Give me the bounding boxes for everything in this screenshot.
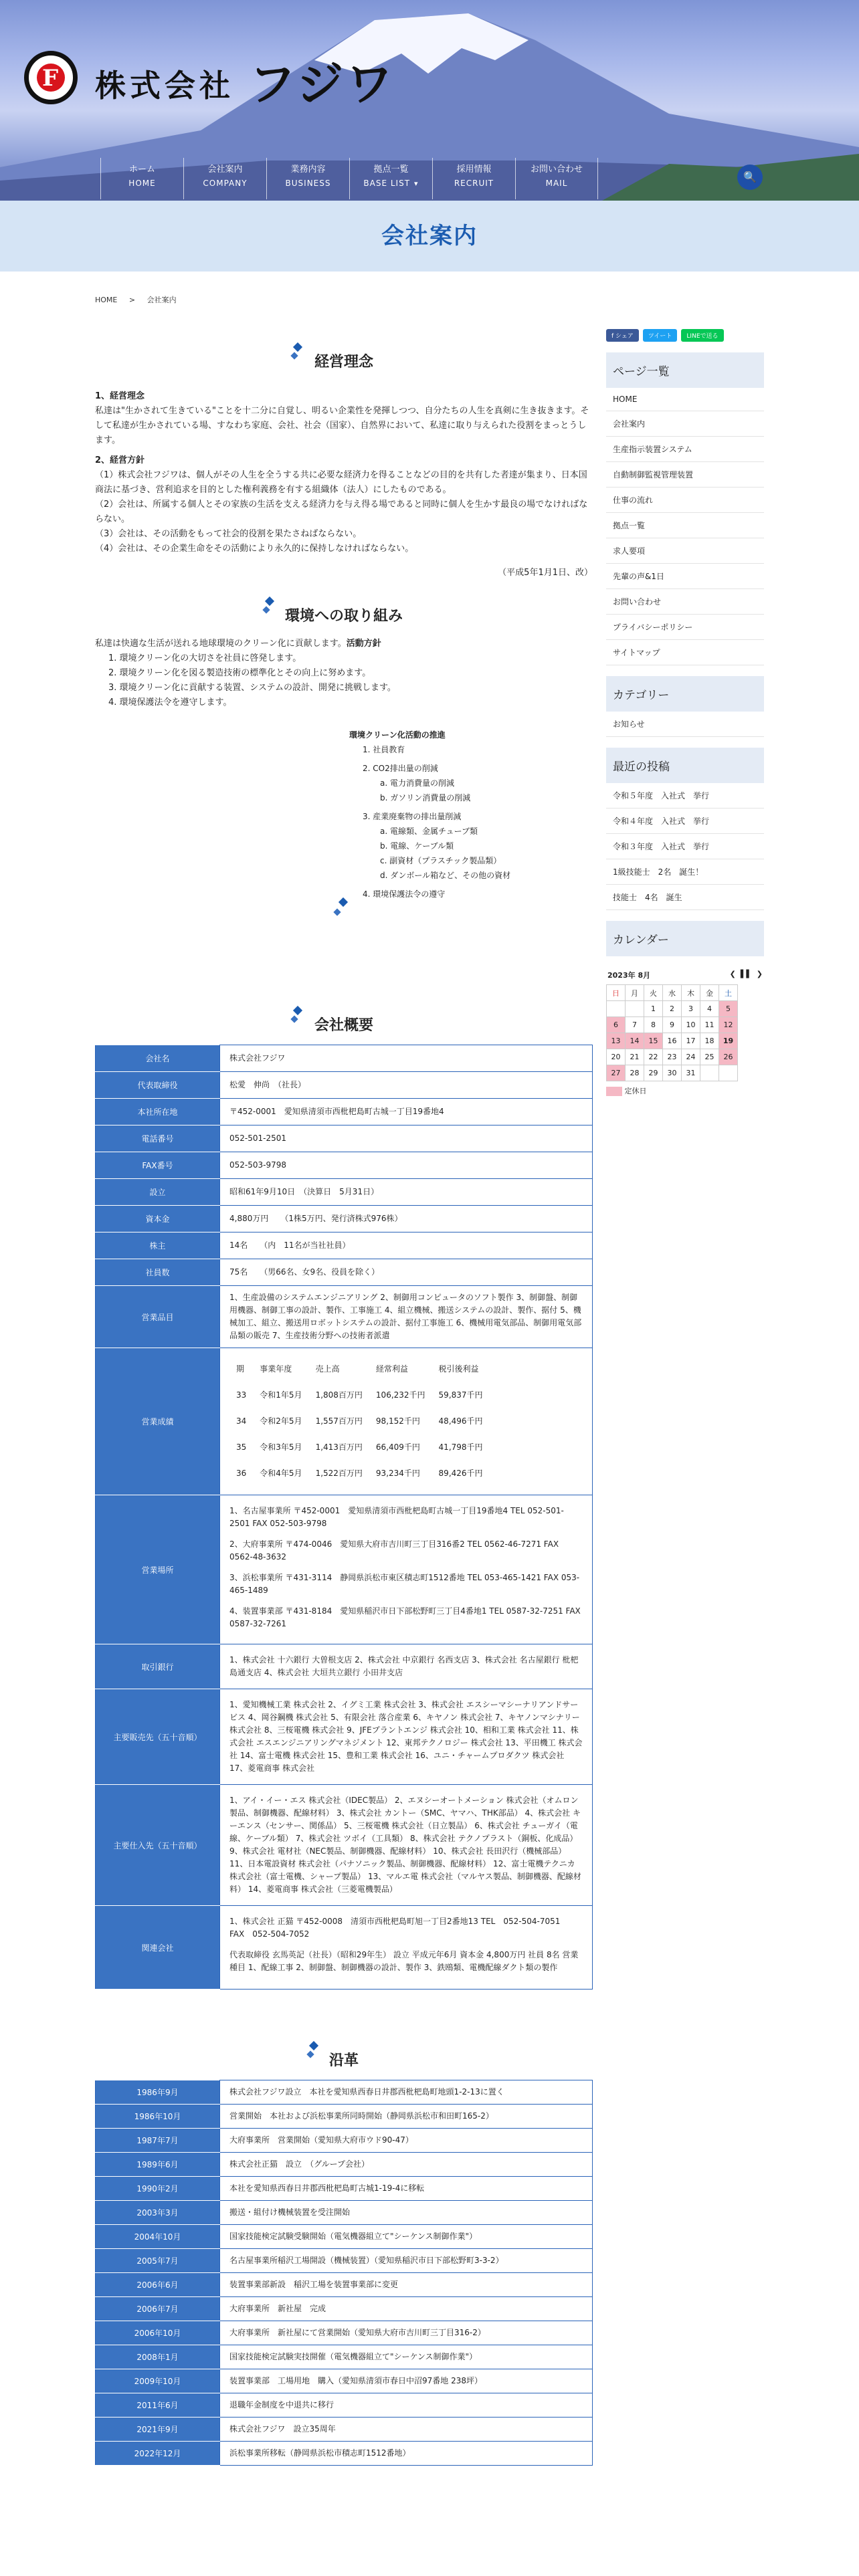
site-item: 2、大府事業所 〒474-0046 愛知県大府市吉川町三丁目316番2 TEL 0562-46-7271 FAX 0562-48-3632 <box>229 1539 559 1562</box>
environment-promo-item: 2. CO2排出量の削減 <box>363 764 438 773</box>
table-row <box>96 2249 593 2273</box>
table-row <box>96 2369 593 2393</box>
row-header-date: 1987年7月 <box>96 2129 220 2153</box>
row-header-item: 関連会社 <box>96 1906 220 1990</box>
row-header-item: 主要仕入先（五十音順） <box>96 1785 220 1906</box>
calendar-prev-icon[interactable]: ❮ <box>729 970 736 978</box>
sites-cell <box>220 1495 593 1644</box>
performance-cell-value: 令和2年5月 <box>260 1416 302 1426</box>
table-row <box>96 2418 593 2442</box>
brand-name: フジワ <box>249 57 396 112</box>
calendar-day[interactable]: 28 <box>626 1065 644 1081</box>
nav-item-base-list[interactable] <box>349 158 432 199</box>
table-row <box>96 2393 593 2418</box>
row-value: 14名 （内 11名が当社社員） <box>220 1232 593 1259</box>
calendar-day[interactable]: 6 <box>607 1017 626 1033</box>
nav-label-en: BUSINESS <box>285 179 331 188</box>
nav-item-mail[interactable] <box>515 158 598 199</box>
performance-header-row <box>229 1356 490 1382</box>
performance-cell-value: 106,232千円 <box>375 1390 425 1400</box>
row-header-date: 1990年2月 <box>96 2177 220 2201</box>
sidebar-page-link[interactable]: お問い合わせ <box>606 589 764 615</box>
row-header-sites: 営業場所 <box>96 1495 220 1644</box>
row-value: 国家技能検定試験実技開催（電気機器組立て"シーケンス制御作業"） <box>220 2345 593 2369</box>
row-header-item: 主要販売先（五十音順） <box>96 1689 220 1785</box>
sidebar-page-link[interactable]: 生産指示装置システム <box>606 437 764 462</box>
performance-cell-value: 1,808百万円 <box>315 1390 363 1400</box>
table-row <box>96 2345 593 2369</box>
environment-promo-item: 4. 環境保護法令の遵守 <box>363 889 446 899</box>
calendar-day[interactable]: 27 <box>607 1065 626 1081</box>
table-row <box>96 1906 593 1990</box>
row-value: 大府事業所 新社屋にて営業開始（愛知県大府市吉川町三丁目316-2） <box>220 2321 593 2345</box>
environment-promo-item: a. 電力消費量の削減 <box>380 778 454 788</box>
table-row <box>96 2129 593 2153</box>
site-item: 1、名古屋事業所 〒452-0001 愛知県清須市西枇杷島町古城一丁目19番地4 TEL 052-501-2501 FAX 052-503-9798 <box>229 1506 564 1528</box>
table-row <box>96 1045 593 1072</box>
row-value: 大府事業所 営業開始（愛知県大府市ウド90-47） <box>220 2129 593 2153</box>
calendar-next-icon[interactable]: ❯ <box>756 970 763 978</box>
nav-label-en: COMPANY <box>203 179 248 188</box>
environment-promo-item: d. ダンボール箱など、その他の資材 <box>380 871 511 880</box>
overview-title: 会社概要 <box>314 1017 373 1034</box>
page-title-band <box>0 201 859 272</box>
calendar-week-row <box>607 1017 738 1033</box>
row-header-date: 2006年10月 <box>96 2321 220 2345</box>
nav-label-ja: お問い合わせ <box>530 165 583 175</box>
sidebar-recent-post-link[interactable]: 令和３年度 入社式 挙行 <box>606 834 764 859</box>
table-row <box>96 1179 593 1206</box>
table-row <box>96 1495 593 1644</box>
breadcrumb-separator: > <box>128 296 136 304</box>
performance-cell-value: 41,798千円 <box>438 1442 483 1452</box>
calendar-day[interactable]: 31 <box>682 1065 700 1081</box>
performance-table <box>229 1356 490 1487</box>
row-value <box>220 1906 593 1990</box>
calendar-weekday: 土 <box>719 985 738 1001</box>
line-share-button[interactable]: LINEで送る <box>681 329 723 342</box>
nav-label-ja: 拠点一覧 <box>373 165 409 175</box>
row-value: 本社を愛知県西春日井郡西枇杷島町古城1-19-4に移転 <box>220 2177 593 2201</box>
row-header-item: 会社名 <box>96 1045 220 1072</box>
table-row <box>96 2225 593 2249</box>
table-row <box>96 1785 593 1906</box>
calendar-day[interactable]: 30 <box>663 1065 682 1081</box>
row-value: 1、生産設備のシステムエンジニアリング 2、制御用コンピュータのソフト製作 3、制御盤、制御用機器、制御工事の設計、製作、工事施工 4、組立機械、搬送システムの設計、製作、据付 5、機械加工、組立、搬送用ロボットシステムの設計、据付工事施工 6、機械用電気部品、制御用電気部品類の販売 7、生産技術分野への技術者派遣 <box>220 1286 593 1348</box>
row-value: 大府事業所 新社屋 完成 <box>220 2297 593 2321</box>
calendar-day[interactable]: 16 <box>663 1033 682 1049</box>
row-header-date: 2006年6月 <box>96 2273 220 2297</box>
calendar-pause-icon[interactable]: ▌▌ <box>740 970 752 978</box>
philosophy-date: （平成5年1月1日、改） <box>498 568 593 578</box>
calendar-day[interactable]: 24 <box>682 1049 700 1065</box>
philosophy-title-block <box>95 334 593 374</box>
calendar-day[interactable]: 19 <box>719 1033 738 1049</box>
environment-title-block <box>95 588 593 629</box>
calendar-month: 2023年 8月 <box>607 971 651 980</box>
row-header-date: 2009年10月 <box>96 2369 220 2393</box>
row-header-item: 代表取締役 <box>96 1072 220 1099</box>
history-table <box>95 2080 593 2466</box>
holiday-legend-swatch <box>606 1087 622 1096</box>
calendar-day[interactable]: 12 <box>719 1017 738 1033</box>
calendar-day <box>719 1065 738 1081</box>
overview-title-block <box>95 998 593 1038</box>
history-section <box>95 2033 593 2466</box>
philosophy-policy-item: （2）会社は、所属する個人とその家族の生活を支える経済力を与え得る場であると同時に個人を生かす最良の場でなければならない。 <box>95 500 588 524</box>
calendar-widget <box>606 966 764 1096</box>
row-header-date: 2003年3月 <box>96 2201 220 2225</box>
row-value: 株式会社フジワ設立 本社を愛知県西春日井郡西枇杷島町地頭1-2-13に置く <box>220 2080 593 2105</box>
recent-posts-title: 最近の投稿 <box>606 748 764 783</box>
table-row <box>96 2080 593 2105</box>
nav-label-ja: 会社案内 <box>207 165 243 175</box>
row-header-item: 取引銀行 <box>96 1644 220 1689</box>
nav-label-en: MAIL <box>545 179 568 188</box>
calendar-day[interactable]: 10 <box>682 1017 700 1033</box>
performance-cell-value: 59,837千円 <box>438 1390 483 1400</box>
sidebar-page-link[interactable]: 拠点一覧 <box>606 513 764 538</box>
calendar-day[interactable]: 23 <box>663 1049 682 1065</box>
performance-cell-value: 48,496千円 <box>438 1416 483 1426</box>
calendar-day[interactable]: 8 <box>644 1017 663 1033</box>
table-row <box>96 1099 593 1125</box>
performance-cell-value: 36 <box>236 1469 247 1478</box>
diamond-ornament-icon <box>329 896 356 923</box>
calendar-weekday: 火 <box>644 985 663 1001</box>
performance-col-header: 事業年度 <box>260 1364 292 1374</box>
row-value-text: 1、株式会社 十六銀行 大曽根支店 2、株式会社 中京銀行 名西支店 3、株式会社 名古屋銀行 枇杷島通支店 4、株式会社 大垣共立銀行 小田井支店 <box>229 1655 579 1677</box>
history-title-block <box>95 2033 593 2073</box>
performance-row <box>229 1434 490 1461</box>
row-header-item: FAX番号 <box>96 1152 220 1179</box>
row-value: 株式会社フジワ 設立35周年 <box>220 2418 593 2442</box>
sidebar-page-link[interactable]: 求人要項 <box>606 538 764 564</box>
philosophy-policy-item: （1）株式会社フジワは、個人がその人生を全うする共に必要な経済力を得ることなどの目的を共有した者達が集まり、日本国商法に基づき、営利追求を目的とした権利義務を有する組織体（法人）にしたものである。 <box>95 470 587 495</box>
sidebar-category-link[interactable]: お知らせ <box>606 712 764 737</box>
row-value: 75名 （男66名、女9名、役員を除く） <box>220 1259 593 1286</box>
nav-label-en: BASE LIST ▾ <box>350 177 432 191</box>
table-row <box>96 1152 593 1179</box>
row-header-item: 電話番号 <box>96 1125 220 1152</box>
calendar-day[interactable]: 17 <box>682 1033 700 1049</box>
philosophy-title: 経営理念 <box>314 354 373 370</box>
row-value: 浜松事業所移転（静岡県浜松市積志町1512番地） <box>220 2442 593 2466</box>
performance-row <box>229 1461 490 1487</box>
performance-cell <box>220 1348 593 1495</box>
table-row <box>96 2273 593 2297</box>
calendar-weekday: 木 <box>682 985 700 1001</box>
nav-label-ja: 採用情報 <box>456 165 492 175</box>
calendar-day[interactable]: 5 <box>719 1001 738 1017</box>
sidebar-page-link[interactable]: 会社案内 <box>606 411 764 437</box>
row-value-text: 1、愛知機械工業 株式会社 2、イグミ工業 株式会社 3、株式会社 エスシーマシーナリアンドサービス 4、岡谷鋼機 株式会社 5、有限会社 落合産業 6、キヤノン 株式会社 7、キヤノンマシナリー 株式会社 8、三桜電機 株式会社 9、JFEプラントエンジ 株式会社 10、相和工業 株式会社 11、株式会社 エスエンジニアリングマネジメント 12、東邦テクノロジー 株式会社 13、平田機工 株式会社 14、富士電機 株式会社 15、豊和工業 株式会社 16、ユニ・チャームプロダクツ 株式会社 17、菱電商事 株式会社 <box>229 1700 583 1773</box>
company-logo[interactable]: F <box>24 51 78 104</box>
history-title: 沿革 <box>328 2052 359 2069</box>
nav-label-en: HOME <box>128 179 156 188</box>
company-overview-table <box>95 1045 593 1990</box>
performance-cell-value: 1,522百万円 <box>315 1469 363 1478</box>
environment-promo-item: b. ガソリン消費量の削減 <box>380 793 471 802</box>
performance-cell-value: 98,152千円 <box>375 1416 420 1426</box>
calendar-day[interactable]: 4 <box>700 1001 719 1017</box>
performance-cell-value: 33 <box>236 1390 247 1400</box>
performance-cell-value: 令和3年5月 <box>260 1442 302 1452</box>
row-value: 退職年金制度を中退共に移行 <box>220 2393 593 2418</box>
search-icon[interactable]: 🔍 <box>737 165 763 190</box>
performance-row <box>229 1408 490 1434</box>
row-header-date: 2011年6月 <box>96 2393 220 2418</box>
environment-intro: 私達は快適な生活が送れる地球環境のクリーン化に貢献します。 <box>95 639 347 649</box>
breadcrumb-home[interactable]: HOME <box>95 296 118 304</box>
performance-cell-value: 1,557百万円 <box>315 1416 363 1426</box>
nav-item-business[interactable] <box>266 158 349 199</box>
table-row <box>96 1286 593 1348</box>
nav-label-ja: ホーム <box>128 165 155 175</box>
page-title: 会社案内 <box>381 223 478 249</box>
calendar-day[interactable]: 21 <box>626 1049 644 1065</box>
table-row <box>96 2105 593 2129</box>
tweet-button[interactable]: ツイート <box>643 329 678 342</box>
performance-cell-value: 34 <box>236 1416 247 1426</box>
table-row <box>96 2153 593 2177</box>
sidebar-page-link[interactable]: プライバシーポリシー <box>606 615 764 640</box>
recent-posts-list <box>606 783 764 910</box>
calendar-day[interactable]: 9 <box>663 1017 682 1033</box>
row-header-item: 設立 <box>96 1179 220 1206</box>
row-value: 装置事業部新設 稲沢工場を装置事業部に変更 <box>220 2273 593 2297</box>
philosophy-text: 私達は"生かされて生きている"ことを十二分に自覚し、明るい企業性を発揮しつつ、自分たちの人生を真剣に生き抜きます。そして私達が生かされている場、すなわち家庭、会社、社会（国家）、自然界において、私達に取り与えられた役割をまっとうします。 <box>95 406 589 445</box>
calendar-week-row <box>607 1049 738 1065</box>
row-value: 名古屋事業所稲沢工場開設（機械装置）（愛知県稲沢市日下部松野町3-3-2） <box>220 2249 593 2273</box>
header-hero <box>0 0 859 201</box>
site-item: 4、装置事業部 〒431-8184 愛知県稲沢市日下部松野町三丁目4番地1 TEL 0587-32-7251 FAX 0587-32-7261 <box>229 1606 581 1628</box>
row-header-date: 2004年10月 <box>96 2225 220 2249</box>
calendar-day[interactable]: 18 <box>700 1033 719 1049</box>
calendar-weekday: 金 <box>700 985 719 1001</box>
calendar-day[interactable]: 1 <box>644 1001 663 1017</box>
philosophy-section <box>95 334 593 580</box>
calendar-weekday: 月 <box>626 985 644 1001</box>
table-row <box>96 1232 593 1259</box>
calendar-weekday-row <box>607 985 738 1001</box>
row-value-text-2: 代表取締役 玄馬英記（社長）（昭和29年生） 設立 平成元年6月 資本金 4,800万円 社員 8名 営業種目 1、配線工事 2、制御盤、制御機器の設計、製作 3、鉄鴎類、電機配線ダクト類の製作 <box>229 1950 579 1972</box>
calendar-day[interactable]: 3 <box>682 1001 700 1017</box>
performance-cell-value: 89,426千円 <box>438 1469 483 1478</box>
calendar-day <box>607 1001 626 1017</box>
row-header-item: 本社所在地 <box>96 1099 220 1125</box>
row-value <box>220 1644 593 1689</box>
philosophy-policy-item: （3）会社は、その活動をもって社会的役割を果たさねばならない。 <box>95 529 362 539</box>
row-header-date: 2005年7月 <box>96 2249 220 2273</box>
calendar-weekday: 水 <box>663 985 682 1001</box>
calendar-day[interactable]: 20 <box>607 1049 626 1065</box>
table-row <box>96 2177 593 2201</box>
category-title: カテゴリー <box>606 676 764 712</box>
calendar-day[interactable]: 15 <box>644 1033 663 1049</box>
table-row <box>96 1072 593 1099</box>
breadcrumb-current: 会社案内 <box>147 296 177 304</box>
row-value: 昭和61年9月10日 （決算日 5月31日） <box>220 1179 593 1206</box>
row-header-item: 株主 <box>96 1232 220 1259</box>
row-header-date: 1986年10月 <box>96 2105 220 2129</box>
performance-cell-value: 令和4年5月 <box>260 1469 302 1478</box>
row-value: 営業開始 本社および浜松事業所同時開始（静岡県浜松市和田町165-2） <box>220 2105 593 2129</box>
sidebar-recent-post-link[interactable]: 1級技能士 2名 誕生！ <box>606 859 764 885</box>
row-header-date: 2022年12月 <box>96 2442 220 2466</box>
performance-col-header: 期 <box>236 1364 245 1374</box>
row-value-text: 1、株式会社 正猫 〒452-0008 清須市西枇杷島町旭一丁目2番地13 TEL 052-504-7051 FAX 052-504-7052 <box>229 1917 569 1939</box>
table-row <box>96 2321 593 2345</box>
row-value: 4,880万円 （1株5万円、発行済株式976株） <box>220 1206 593 1232</box>
calendar-day[interactable]: 26 <box>719 1049 738 1065</box>
environment-promo-item: 1. 社員教育 <box>363 745 405 754</box>
philosophy-heading-2: 2、経営方針 <box>95 455 145 465</box>
environment-promo-item: c. 副資材（プラスチック製品類） <box>380 856 502 865</box>
performance-cell-value: 66,409千円 <box>375 1442 420 1452</box>
row-header-date: 2006年7月 <box>96 2297 220 2321</box>
sidebar-recent-post-link[interactable]: 令和４年度 入社式 挙行 <box>606 809 764 834</box>
sidebar-recent-post-link[interactable]: 令和５年度 入社式 挙行 <box>606 783 764 809</box>
calendar-day[interactable]: 13 <box>607 1033 626 1049</box>
row-value <box>220 1785 593 1906</box>
row-header-performance: 営業成績 <box>96 1348 220 1495</box>
breadcrumb <box>95 294 186 305</box>
philosophy-heading-1: 1、経営理念 <box>95 391 145 401</box>
brand-prefix: 株式会社 <box>95 68 234 104</box>
table-row <box>96 1206 593 1232</box>
sidebar-page-link[interactable]: 先輩の声&1日 <box>606 564 764 589</box>
calendar-day[interactable]: 2 <box>663 1001 682 1017</box>
row-header-date: 2008年1月 <box>96 2345 220 2369</box>
table-row <box>96 2297 593 2321</box>
row-value: 052-503-9798 <box>220 1152 593 1179</box>
row-value: 国家技能検定試験受験開始（電気機器組立て"シーケンス制御作業"） <box>220 2225 593 2249</box>
nav-item-company[interactable] <box>183 158 266 199</box>
row-value: 搬送・組付け機械装置を受注開始 <box>220 2201 593 2225</box>
nav-label-ja: 業務内容 <box>290 165 326 175</box>
environment-promo-item: 3. 産業廃棄物の排出量削減 <box>363 812 462 821</box>
row-value: 052-501-2501 <box>220 1125 593 1152</box>
chevron-down-icon[interactable]: ▾ <box>414 179 419 188</box>
table-row <box>96 2442 593 2466</box>
nav-item-home[interactable] <box>100 158 183 199</box>
table-row <box>96 1644 593 1689</box>
row-value: 〒452-0001 愛知県清須市西枇杷島町古城一丁目19番地4 <box>220 1099 593 1125</box>
environment-policy-item: 4. 環境保護法令を遵守します。 <box>108 697 232 708</box>
overview-section <box>95 998 593 1990</box>
environment-promo-item: b. 電線、ケーブル類 <box>380 841 454 851</box>
row-header-date: 1989年6月 <box>96 2153 220 2177</box>
sidebar-page-link[interactable]: サイトマップ <box>606 640 764 665</box>
category-list <box>606 712 764 737</box>
sidebar <box>606 329 764 1096</box>
environment-section <box>95 588 593 901</box>
sidebar-page-link[interactable]: 自動制御監視管理装置 <box>606 462 764 488</box>
calendar-day[interactable]: 25 <box>700 1049 719 1065</box>
row-header-item: 社員数 <box>96 1259 220 1286</box>
calendar-week-row <box>607 1065 738 1081</box>
calendar-day <box>626 1001 644 1017</box>
performance-col-header: 経常利益 <box>375 1364 408 1374</box>
table-row <box>96 1125 593 1152</box>
holiday-legend: 定休日 <box>624 1087 647 1095</box>
row-value: 松愛 伸尚 （社長） <box>220 1072 593 1099</box>
environment-promo-title: 環境クリーン化活動の推進 <box>349 730 446 740</box>
row-value: 株式会社フジワ <box>220 1045 593 1072</box>
facebook-share-button[interactable]: f シェア <box>606 329 639 342</box>
environment-policy-item: 2. 環境クリーン化を図る製造技術の標準化とその向上に努めます。 <box>108 668 371 678</box>
performance-col-header: 売上高 <box>315 1364 340 1374</box>
table-row <box>96 2201 593 2225</box>
sidebar-page-link[interactable]: 仕事の流れ <box>606 488 764 513</box>
environment-title: 環境への取り組み <box>284 608 403 625</box>
calendar-week-row <box>607 1033 738 1049</box>
calendar-day[interactable]: 14 <box>626 1033 644 1049</box>
nav-item-recruit[interactable] <box>432 158 515 199</box>
calendar-day[interactable]: 11 <box>700 1017 719 1033</box>
calendar-grid <box>606 984 738 1081</box>
site-item: 3、浜松事業所 〒431-3114 静岡県浜松市東区積志町1512番地 TEL 053-465-1421 FAX 053-465-1489 <box>229 1573 580 1595</box>
row-header-date: 1986年9月 <box>96 2080 220 2105</box>
calendar-week-row <box>607 1001 738 1017</box>
share-buttons <box>606 329 764 342</box>
calendar-day <box>700 1065 719 1081</box>
calendar-day[interactable]: 22 <box>644 1049 663 1065</box>
row-value: 株式会社正猫 設立 （グループ会社） <box>220 2153 593 2177</box>
table-row <box>96 1259 593 1286</box>
row-value <box>220 1689 593 1785</box>
row-value: 装置事業部 工場用地 購入（愛知県清須市春日中沼97番地 238坪） <box>220 2369 593 2393</box>
table-row <box>96 1689 593 1785</box>
row-header-date: 2021年9月 <box>96 2418 220 2442</box>
page-list <box>606 388 764 665</box>
environment-policy-item: 1. 環境クリーン化の大切さを社員に啓発します。 <box>108 653 302 663</box>
performance-cell-value: 令和1年5月 <box>260 1390 302 1400</box>
philosophy-policy-item: （4）会社は、その企業生命をその活動により永久的に保持しなければならない。 <box>95 544 414 554</box>
calendar-day[interactable]: 29 <box>644 1065 663 1081</box>
performance-row <box>229 1382 490 1408</box>
environment-policy-label: 活動方針 <box>346 639 381 649</box>
row-header-item: 資本金 <box>96 1206 220 1232</box>
calendar-title: カレンダー <box>606 921 764 956</box>
environment-promo-item: a. 電線類、金属チューブ類 <box>380 827 478 836</box>
performance-cell-value: 93,234千円 <box>375 1469 420 1478</box>
calendar-weekday: 日 <box>607 985 626 1001</box>
performance-cell-value: 35 <box>236 1442 247 1452</box>
nav-label-en: RECRUIT <box>454 179 494 188</box>
calendar-day[interactable]: 7 <box>626 1017 644 1033</box>
row-header-item: 営業品目 <box>96 1286 220 1348</box>
global-nav <box>100 158 598 199</box>
table-row <box>96 1348 593 1495</box>
performance-col-header: 税引後利益 <box>438 1364 479 1374</box>
performance-cell-value: 1,413百万円 <box>315 1442 363 1452</box>
row-value-text: 1、アイ・イー・エス 株式会社（IDEC製品） 2、エヌシーオートメーション 株式会社（オムロン製品、制御機器、配線材料） 3、株式会社 カントー（SMC、ヤマハ、THK部品） 4、株式会社 キーエンス（センサー、関係品） 5、三桜電機 株式会社（日立製品） 6、株式会社 チューガイ（電線、ケーブル類） 7、株式会社 ツボイ（工具類） 8、株式会社 テクノプラスト（銅板、化成品） 9、株式会社 電材社（NEC製品、制御機器、配線材料） 10、株式会社 長田沢行（機械部品） 11、日本電設資材 株式会社（パナソニック製品、制御機器、配線材料） 12、富士電機テクニカ 株式会社（富士電機、シャープ製品） 13、マルエ電 株式会社（マルヤス製品、制御機器、配線材料） 14、菱電商事 株式会社（三菱電機製品） <box>229 1796 581 1894</box>
sidebar-page-link[interactable]: HOME <box>606 388 764 411</box>
page-list-title: ページ一覧 <box>606 352 764 388</box>
environment-policy-item: 3. 環境クリーン化に貢献する装置、システムの設計、開発に挑戦します。 <box>108 683 396 693</box>
sidebar-recent-post-link[interactable]: 技能士 4名 誕生 <box>606 885 764 910</box>
